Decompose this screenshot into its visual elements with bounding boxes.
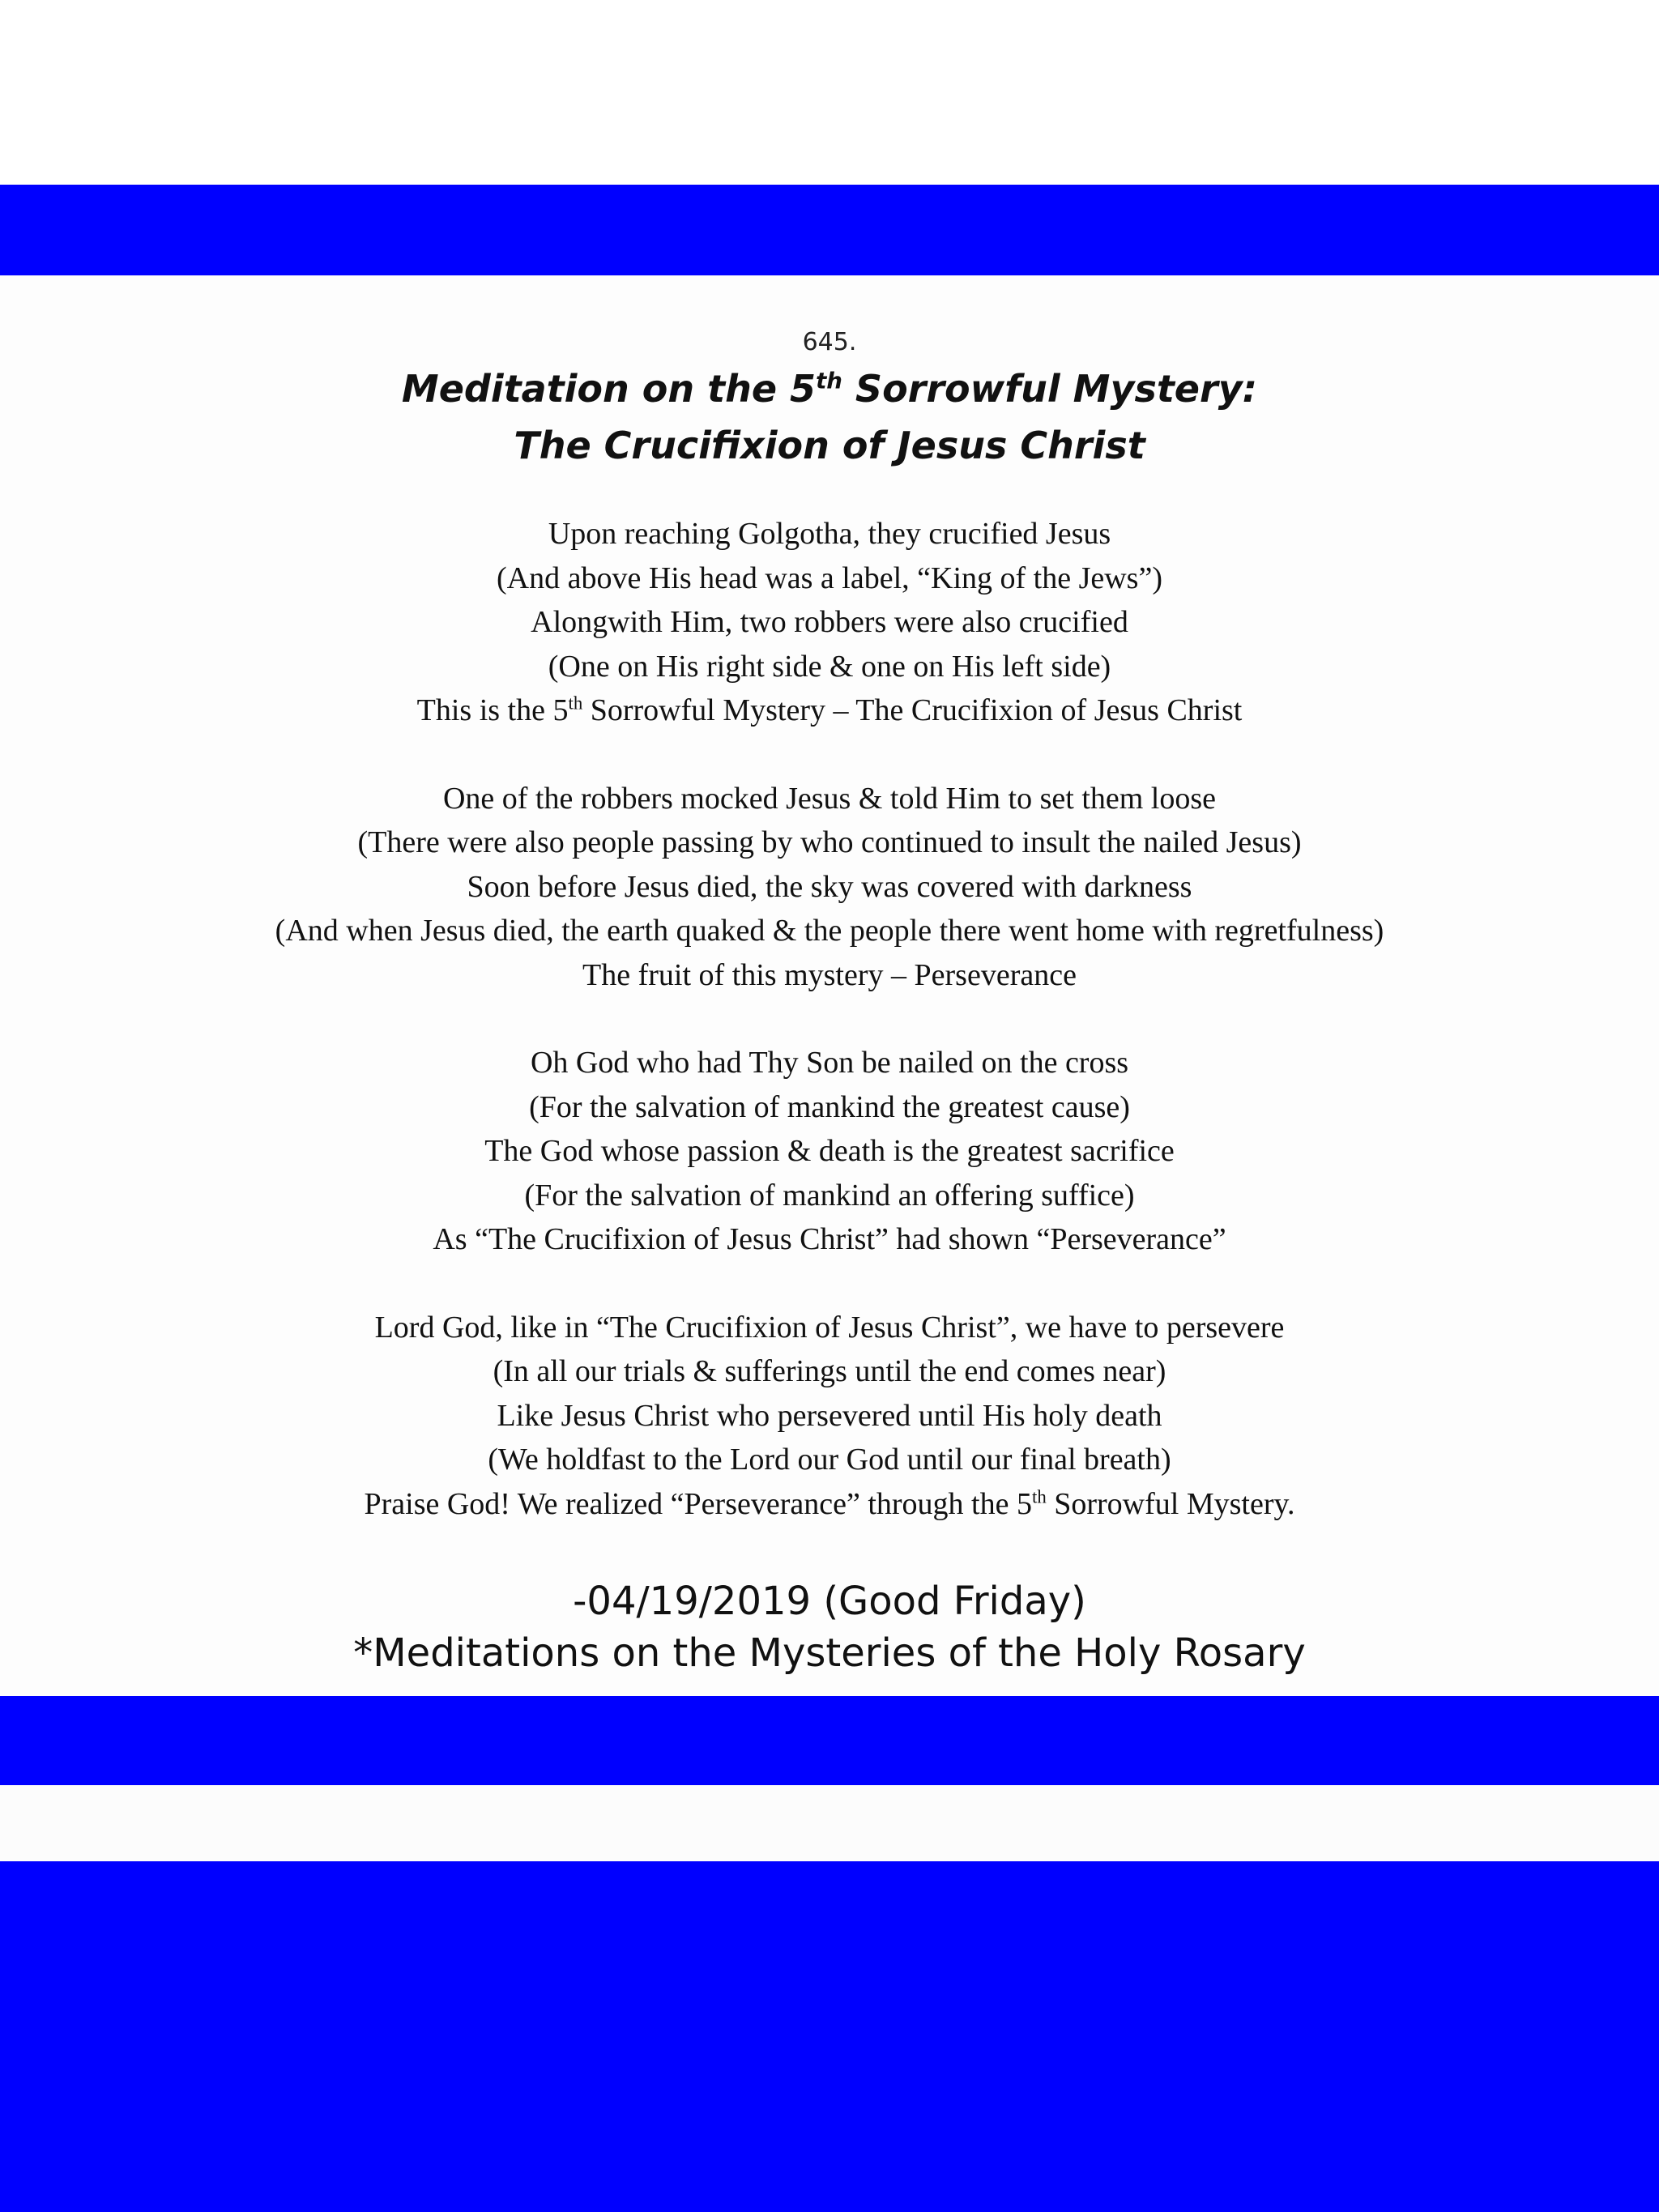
series-line: *Meditations on the Mysteries of the Holy Rosary: [353, 1630, 1306, 1676]
verse-line: Praise God! We realized “Perseverance” through the 5th Sorrowful Mystery.: [364, 1485, 1295, 1521]
verse-line: (In all our trials & sufferings until the end comes near): [493, 1354, 1166, 1388]
poem-footer: [0, 1575, 1659, 1679]
stanza-4: [0, 1306, 1659, 1527]
poem-body: [0, 512, 1659, 1570]
verse-line: Soon before Jesus died, the sky was covered with darkness: [467, 869, 1192, 904]
verse-line: This is the 5th Sorrowful Mystery – The Crucifixion of Jesus Christ: [416, 693, 1243, 727]
poem-title: [0, 360, 1659, 474]
verse-line: Upon reaching Golgotha, they crucified Jesus: [548, 517, 1111, 551]
verse-line: Oh God who had Thy Son be nailed on the cross: [530, 1046, 1129, 1080]
white-gap-band: [0, 1785, 1659, 1861]
poem-title-line-1: Meditation on the 5th Sorrowful Mystery:: [401, 367, 1258, 411]
verse-line: The God whose passion & death is the greatest sacrifice: [484, 1134, 1175, 1168]
verse-line: Alongwith Him, two robbers were also crucified: [531, 605, 1128, 639]
stanza-2: [0, 777, 1659, 998]
top-blue-band: [0, 185, 1659, 275]
poem-number: 645.: [802, 328, 857, 356]
bottom-blue-band: [0, 1861, 1659, 2212]
verse-line: (And above His head was a label, “King of the Jews”): [496, 560, 1162, 595]
verse-line: The fruit of this mystery – Perseverance: [582, 957, 1077, 992]
stanza-1: [0, 512, 1659, 733]
verse-line: (For the salvation of mankind the greatest cause): [529, 1089, 1130, 1124]
verse-line: (We holdfast to the Lord our God until our final breath): [488, 1443, 1171, 1477]
verse-line: Like Jesus Christ who persevered until His holy death: [497, 1398, 1162, 1433]
date-line: -04/19/2019 (Good Friday): [573, 1579, 1086, 1624]
verse-line: One of the robbers mocked Jesus & told Him to set them loose: [442, 781, 1217, 816]
verse-line: Lord God, like in “The Crucifixion of Jesus Christ”, we have to persevere: [374, 1310, 1285, 1345]
verse-line: (There were also people passing by who continued to insult the nailed Jesus): [357, 825, 1302, 859]
poem-title-line-2: The Crucifixion of Jesus Christ: [514, 424, 1145, 467]
verse-line: (And when Jesus died, the earth quaked & the people there went home with regretfulness): [275, 914, 1384, 948]
stanza-3: [0, 1041, 1659, 1262]
verse-line: (One on His right side & one on His left side): [548, 649, 1111, 684]
verse-line: (For the salvation of mankind an offering suffice): [524, 1178, 1135, 1213]
verse-line: As “The Crucifixion of Jesus Christ” had shown “Perseverance”: [433, 1222, 1226, 1256]
middle-blue-band: [0, 1696, 1659, 1785]
